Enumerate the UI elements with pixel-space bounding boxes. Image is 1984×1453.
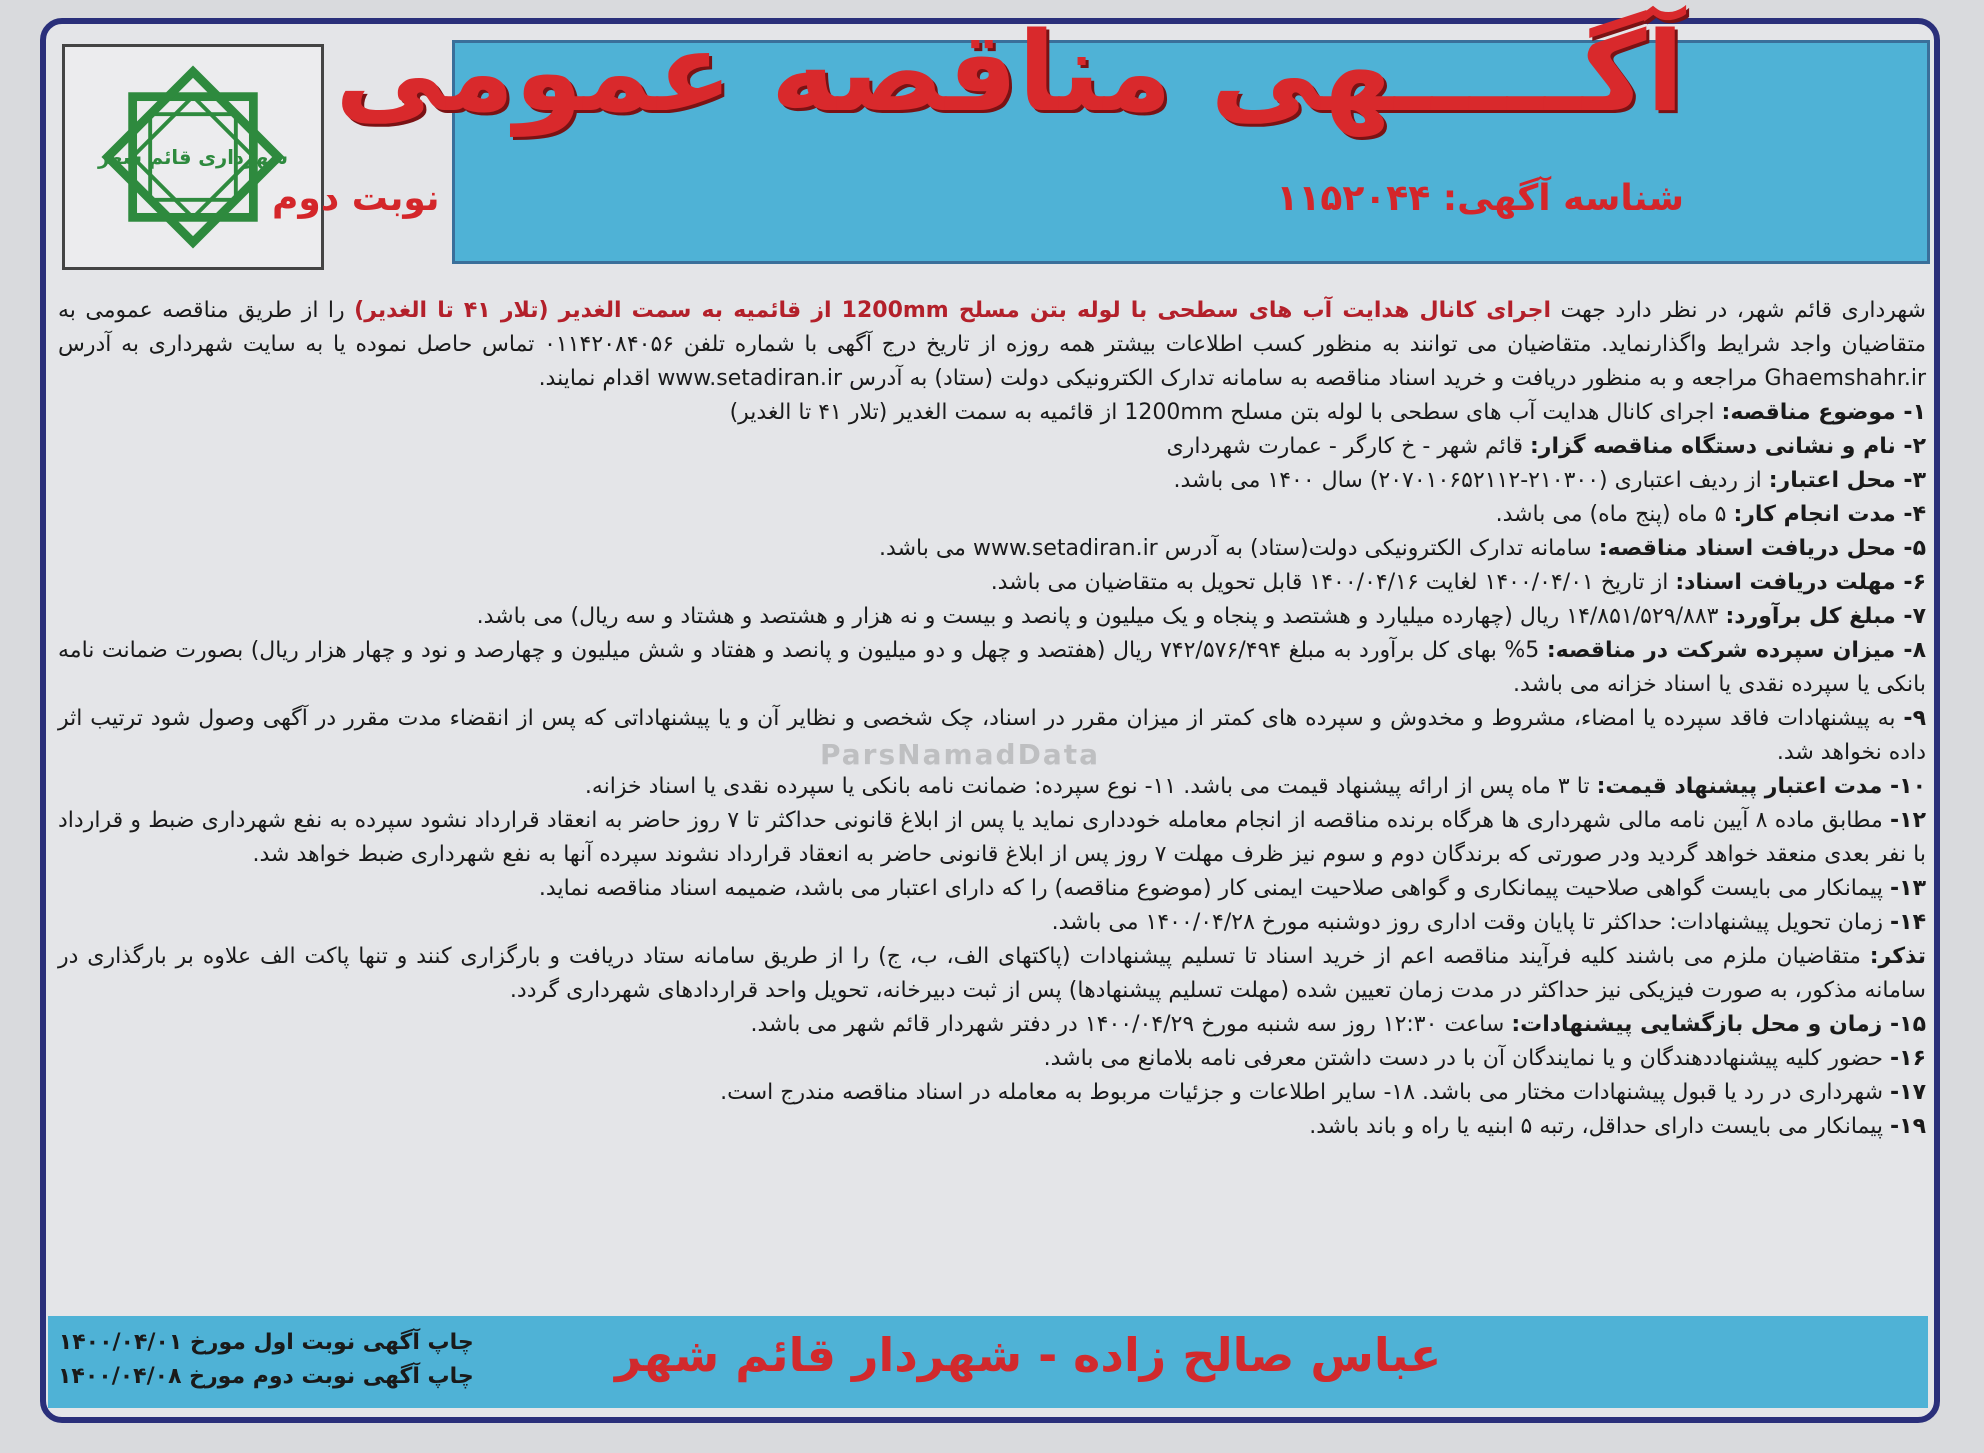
- municipality-logo: [62, 44, 324, 270]
- list-item: ۶- مهلت دریافت اسناد: از تاریخ ۱۴۰۰/۰۴/۰۱ لغایت ۱۴۰۰/۰۴/۱۶ قابل تحویل به متقاضیان می باشد.: [990, 570, 1926, 595]
- print-date-second: چاپ آگهی نوبت دوم مورخ ۱۴۰۰/۰۴/۰۸: [58, 1364, 474, 1389]
- print-dates: [58, 1326, 474, 1394]
- watermark: ParsNamadData: [820, 738, 1100, 771]
- notice-round: نوبت دوم: [272, 178, 440, 219]
- star-logo-icon: [65, 47, 321, 267]
- list-item: ۹- به پیشنهادات فاقد سپرده یا امضاء، مشروط و مخدوش و سپرده های کمتر از میزان مقرر در اسناد، چک شخصی و نظایر آن و یا پیشنهاداتی که پس از انقضاء مدت مقرر در آگهی وصول شود ترتیب اثر داده نخواهد شد.: [58, 706, 1926, 765]
- signature: عباس صالح زاده - شهردار قائم شهر: [615, 1328, 1442, 1382]
- list-item: ۱۳- پیمانکار می بایست گواهی صلاحیت پیمانکاری و گواهی صلاحیت ایمنی کار (موضوع مناقصه) را که دارای اعتبار می باشد، ضمیمه اسناد مناقصه نماید.: [538, 876, 1926, 901]
- list-item: ۸- میزان سپرده شرکت در مناقصه: 5% بهای کل برآورد به مبلغ ۷۴۲/۵۷۶/۴۹۴ ریال (هفتصد و چهل و دو میلیون و پانصد و هفتاد و شش میلیون و چهارصد و نود و چهار هزار ریال) بصورت ضمانت نامه بانکی یا سپرده نقدی یا اسناد خزانه می باشد.: [58, 638, 1926, 697]
- list-item: ۴- مدت انجام کار: ۵ ماه (پنج ماه) می باشد.: [1495, 502, 1926, 527]
- notice-body: [58, 294, 1926, 1144]
- list-item: ۱۶- حضور کلیه پیشنهاددهندگان و یا نمایندگان آن با در دست داشتن معرفی نامه بلامانع می باشد.: [1043, 1046, 1926, 1071]
- list-item: ۳- محل اعتبار: از ردیف اعتباری (۲۱۰۳۰۰-۲۰۷۰۱۰۶۵۲۱۱۲) سال ۱۴۰۰ می باشد.: [1173, 468, 1926, 493]
- intro-part2: را از طریق مناقصه عمومی به متقاضیان واجد شرایط واگذارنماید. متقاضیان می توانند به منظور کسب اطلاعات بیشتر همه روزه از تاریخ درج آگهی با شماره تلفن ۰۱۱۴۲۰۸۴۰۵۶ تماس حاصل نموده یا به سایت شهرداری به آدرس Ghaemshahr.ir مراجعه و به منظور دریافت و خرید اسناد مناقصه به سامانه تدارک الکترونیکی دولت (ستاد) به آدرس www.setadiran.ir اقدام نمایند.: [58, 298, 1926, 391]
- list-item: ۱۴- زمان تحویل پیشنهادات: حداکثر تا پایان وقت اداری روز دوشنبه مورخ ۱۴۰۰/۰۴/۲۸ می باشد.: [1051, 910, 1926, 935]
- intro-paragraph: [58, 294, 1926, 396]
- list-item: ۱۲- مطابق ماده ۸ آیین نامه مالی شهرداری ها هرگاه برنده مناقصه از انجام معامله خودداری نماید یا پس از ابلاغ قانونی حداکثر تا ۷ روز حاضر به انعقاد قرارداد نشود سپرده به نفع شهرداری ضبط و قرارداد با نفر بعدی منعقد خواهد گردید ودر صورتی که برندگان دوم و سوم نیز ظرف مهلت ۷ روز پس از ابلاغ قانونی حاضر به انعقاد قرارداد نشوند سپرده آنها به نفع شهرداری ضبط خواهد شد.: [58, 808, 1926, 867]
- print-date-first: چاپ آگهی نوبت اول مورخ ۱۴۰۰/۰۴/۰۱: [58, 1330, 474, 1355]
- list-item: تذکر: متقاضیان ملزم می باشند کلیه فرآیند مناقصه اعم از خرید اسناد تا تسلیم پیشنهادات (پاکتهای الف، ب، ج) را از طریق سامانه ستاد دریافت و بارگزاری کنند و تنها پاکت الف علاوه بر بارگذاری در سامانه مذکور، به صورت فیزیکی نیز حداکثر در مدت زمان تعیین شده (مهلت تسلیم پیشنهادها) پس از ثبت دبیرخانه، تحویل واحد قراردادهای شهرداری گردد.: [58, 944, 1926, 1003]
- intro-part1: شهرداری قائم شهر، در نظر دارد جهت: [1551, 298, 1926, 323]
- list-item: ۷- مبلغ کل برآورد: ۱۴/۸۵۱/۵۲۹/۸۸۳ ریال (چهارده میلیارد و هشتصد و پنجاه و یک میلیون و پانصد و بیست و نه هزار و هشتصد و هشتاد و سه ریال) می باشد.: [476, 604, 1926, 629]
- notice-id: شناسه آگهی: ۱۱۵۲۰۴۴: [1276, 178, 1684, 219]
- list-item: ۱- موضوع مناقصه: اجرای کانال هدایت آب های سطحی با لوله بتن مسلح 1200mm از قائمیه به سمت الغدیر (تلار ۴۱ تا الغدیر): [729, 400, 1926, 425]
- intro-highlight: اجرای کانال هدایت آب های سطحی با لوله بتن مسلح 1200mm از قائمیه به سمت الغدیر (تلار ۴۱ تا الغدیر): [354, 298, 1552, 323]
- list-item: ۱۰- مدت اعتبار پیشنهاد قیمت: تا ۳ ماه پس از ارائه پیشنهاد قیمت می باشد. ۱۱- نوع سپرده: ضمانت نامه بانکی یا سپرده نقدی یا اسناد خزانه.: [584, 774, 1926, 799]
- list-item: ۱۹- پیمانکار می بایست دارای حداقل، رتبه ۵ ابنیه یا راه و باند باشد.: [1309, 1114, 1926, 1139]
- list-item: ۱۵- زمان و محل بازگشایی پیشنهادات: ساعت ۱۲:۳۰ روز سه شنبه مورخ ۱۴۰۰/۰۴/۲۹ در دفتر شهردار قائم شهر می باشد.: [750, 1012, 1926, 1037]
- list-item: ۵- محل دریافت اسناد مناقصه: سامانه تدارک الکترونیکی دولت(ستاد) به آدرس www.setadiran.ir می باشد.: [879, 536, 1926, 561]
- list-item: ۱۷- شهرداری در رد یا قبول پیشنهادات مختار می باشد. ۱۸- سایر اطلاعات و جزئیات مربوط به معامله در اسناد مناقصه مندرج است.: [720, 1080, 1926, 1105]
- page-title: آگـــــهی مناقصه عمومی: [335, 8, 1684, 136]
- list-item: ۲- نام و نشانی دستگاه مناقصه گزار: قائم شهر - خ کارگر - عمارت شهرداری: [1166, 434, 1926, 459]
- logo-text: شهرداری قائم شهر: [98, 145, 288, 169]
